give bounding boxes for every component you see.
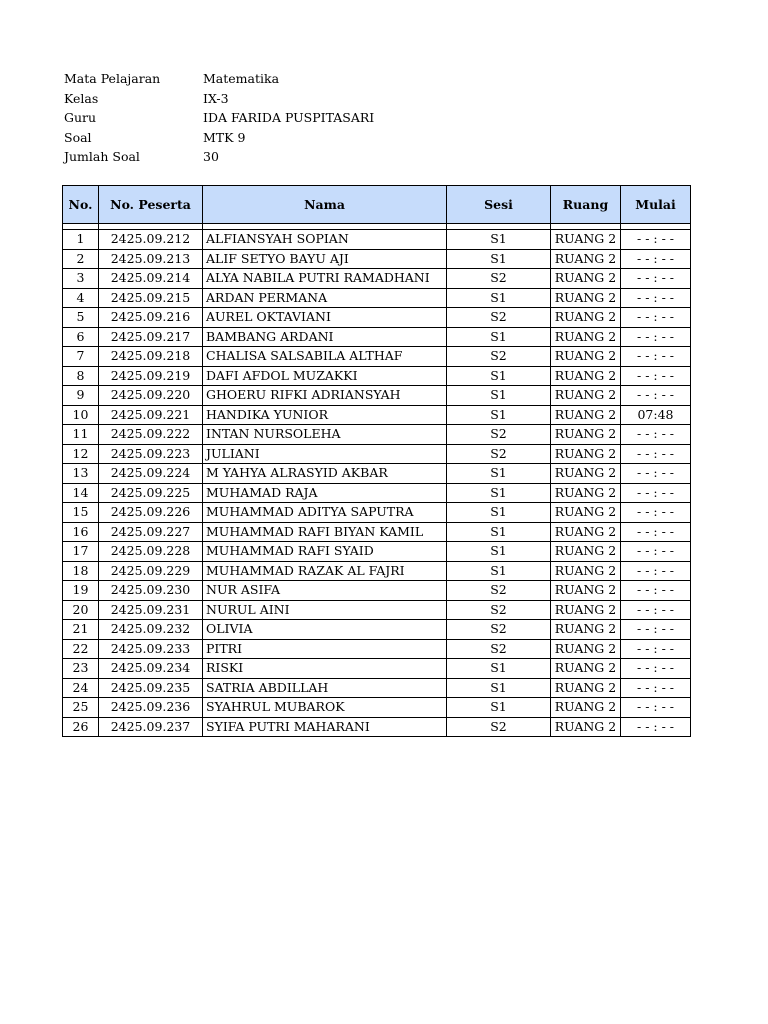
cell-participant-number: 2425.09.219 bbox=[99, 366, 203, 386]
cell-room: RUANG 2 bbox=[551, 503, 621, 523]
cell-participant-number: 2425.09.237 bbox=[99, 717, 203, 737]
cell-participant-number: 2425.09.215 bbox=[99, 288, 203, 308]
header-no: No. bbox=[63, 186, 99, 224]
cell-session: S1 bbox=[447, 464, 551, 484]
cell-name: HANDIKA YUNIOR bbox=[203, 405, 447, 425]
cell-session: S2 bbox=[447, 444, 551, 464]
cell-room: RUANG 2 bbox=[551, 347, 621, 367]
cell-session: S2 bbox=[447, 269, 551, 289]
cell-participant-number: 2425.09.232 bbox=[99, 620, 203, 640]
info-value: Matematika bbox=[203, 71, 280, 86]
cell-participant-number: 2425.09.234 bbox=[99, 659, 203, 679]
cell-no: 8 bbox=[63, 366, 99, 386]
cell-name: GHOERU RIFKI ADRIANSYAH bbox=[203, 386, 447, 406]
cell-name: M YAHYA ALRASYID AKBAR bbox=[203, 464, 447, 484]
cell-participant-number: 2425.09.231 bbox=[99, 600, 203, 620]
cell-participant-number: 2425.09.235 bbox=[99, 678, 203, 698]
cell-no: 10 bbox=[63, 405, 99, 425]
cell-room: RUANG 2 bbox=[551, 542, 621, 562]
table-row bbox=[63, 405, 691, 425]
table-row bbox=[63, 386, 691, 406]
cell-session: S2 bbox=[447, 620, 551, 640]
cell-no: 3 bbox=[63, 269, 99, 289]
cell-session: S1 bbox=[447, 503, 551, 523]
cell-participant-number: 2425.09.214 bbox=[99, 269, 203, 289]
cell-room: RUANG 2 bbox=[551, 230, 621, 250]
cell-session: S1 bbox=[447, 230, 551, 250]
table-row bbox=[63, 581, 691, 601]
info-label: Soal bbox=[64, 129, 92, 145]
info-label: Mata Pelajaran bbox=[64, 71, 161, 86]
header-name: Nama bbox=[203, 186, 447, 224]
cell-room: RUANG 2 bbox=[551, 288, 621, 308]
cell-start-time: - - : - - bbox=[621, 503, 691, 523]
cell-session: S1 bbox=[447, 698, 551, 718]
cell-name: MUHAMAD RAJA bbox=[203, 483, 447, 503]
cell-no: 21 bbox=[63, 620, 99, 640]
cell-start-time: - - : - - bbox=[621, 347, 691, 367]
table-row bbox=[63, 542, 691, 562]
cell-start-time: - - : - - bbox=[621, 444, 691, 464]
info-value: 30 bbox=[203, 149, 219, 164]
cell-participant-number: 2425.09.224 bbox=[99, 464, 203, 484]
table-row bbox=[63, 308, 691, 328]
table-row bbox=[63, 678, 691, 698]
cell-start-time: - - : - - bbox=[621, 639, 691, 659]
cell-session: S1 bbox=[447, 678, 551, 698]
cell-start-time: - - : - - bbox=[621, 542, 691, 562]
cell-name: CHALISA SALSABILA ALTHAF bbox=[203, 347, 447, 367]
participant-table bbox=[62, 185, 691, 737]
table-row bbox=[63, 561, 691, 581]
cell-start-time: - - : - - bbox=[621, 620, 691, 640]
info-label: Guru bbox=[64, 110, 97, 125]
cell-name: AUREL OKTAVIANI bbox=[203, 308, 447, 328]
cell-start-time: - - : - - bbox=[621, 717, 691, 737]
cell-start-time: 07:48 bbox=[621, 405, 691, 425]
cell-participant-number: 2425.09.233 bbox=[99, 639, 203, 659]
table-body bbox=[63, 230, 691, 737]
cell-participant-number: 2425.09.230 bbox=[99, 581, 203, 601]
cell-no: 25 bbox=[63, 698, 99, 718]
cell-start-time: - - : - - bbox=[621, 678, 691, 698]
cell-room: RUANG 2 bbox=[551, 522, 621, 542]
cell-participant-number: 2425.09.213 bbox=[99, 249, 203, 269]
cell-no: 23 bbox=[63, 659, 99, 679]
table-row bbox=[63, 717, 691, 737]
cell-session: S1 bbox=[447, 386, 551, 406]
cell-start-time: - - : - - bbox=[621, 483, 691, 503]
cell-start-time: - - : - - bbox=[621, 230, 691, 250]
cell-participant-number: 2425.09.225 bbox=[99, 483, 203, 503]
cell-no: 6 bbox=[63, 327, 99, 347]
table-header-row bbox=[63, 186, 691, 224]
table-row bbox=[63, 425, 691, 445]
cell-start-time: - - : - - bbox=[621, 659, 691, 679]
cell-start-time: - - : - - bbox=[621, 308, 691, 328]
cell-no: 20 bbox=[63, 600, 99, 620]
cell-session: S1 bbox=[447, 542, 551, 562]
info-row-question-count bbox=[64, 147, 374, 167]
cell-no: 1 bbox=[63, 230, 99, 250]
table-row bbox=[63, 230, 691, 250]
cell-start-time: - - : - - bbox=[621, 249, 691, 269]
cell-room: RUANG 2 bbox=[551, 444, 621, 464]
cell-room: RUANG 2 bbox=[551, 620, 621, 640]
header-start: Mulai bbox=[621, 186, 691, 224]
cell-name: BAMBANG ARDANI bbox=[203, 327, 447, 347]
cell-participant-number: 2425.09.223 bbox=[99, 444, 203, 464]
table-row bbox=[63, 288, 691, 308]
cell-name: ALIF SETYO BAYU AJI bbox=[203, 249, 447, 269]
cell-room: RUANG 2 bbox=[551, 269, 621, 289]
cell-room: RUANG 2 bbox=[551, 717, 621, 737]
cell-participant-number: 2425.09.221 bbox=[99, 405, 203, 425]
cell-start-time: - - : - - bbox=[621, 386, 691, 406]
cell-participant-number: 2425.09.226 bbox=[99, 503, 203, 523]
cell-room: RUANG 2 bbox=[551, 698, 621, 718]
cell-name: JULIANI bbox=[203, 444, 447, 464]
cell-no: 24 bbox=[63, 678, 99, 698]
cell-participant-number: 2425.09.227 bbox=[99, 522, 203, 542]
info-label: Jumlah Soal bbox=[64, 149, 140, 164]
cell-name: DAFI AFDOL MUZAKKI bbox=[203, 366, 447, 386]
cell-room: RUANG 2 bbox=[551, 308, 621, 328]
cell-participant-number: 2425.09.229 bbox=[99, 561, 203, 581]
cell-start-time: - - : - - bbox=[621, 698, 691, 718]
cell-no: 15 bbox=[63, 503, 99, 523]
cell-name: NUR ASIFA bbox=[203, 581, 447, 601]
cell-session: S1 bbox=[447, 483, 551, 503]
table-row bbox=[63, 249, 691, 269]
info-row-class bbox=[64, 89, 374, 109]
cell-session: S1 bbox=[447, 561, 551, 581]
cell-no: 18 bbox=[63, 561, 99, 581]
cell-start-time: - - : - - bbox=[621, 522, 691, 542]
cell-name: RISKI bbox=[203, 659, 447, 679]
cell-name: MUHAMMAD RAFI BIYAN KAMIL bbox=[203, 522, 447, 542]
cell-no: 14 bbox=[63, 483, 99, 503]
cell-no: 26 bbox=[63, 717, 99, 737]
cell-participant-number: 2425.09.216 bbox=[99, 308, 203, 328]
cell-participant-number: 2425.09.236 bbox=[99, 698, 203, 718]
cell-name: SYIFA PUTRI MAHARANI bbox=[203, 717, 447, 737]
cell-session: S2 bbox=[447, 347, 551, 367]
table-row bbox=[63, 659, 691, 679]
cell-start-time: - - : - - bbox=[621, 600, 691, 620]
cell-room: RUANG 2 bbox=[551, 464, 621, 484]
header-room: Ruang bbox=[551, 186, 621, 224]
cell-room: RUANG 2 bbox=[551, 366, 621, 386]
cell-room: RUANG 2 bbox=[551, 483, 621, 503]
info-label: Kelas bbox=[64, 90, 99, 106]
cell-session: S1 bbox=[447, 522, 551, 542]
table-row bbox=[63, 620, 691, 640]
cell-no: 7 bbox=[63, 347, 99, 367]
cell-room: RUANG 2 bbox=[551, 678, 621, 698]
cell-start-time: - - : - - bbox=[621, 366, 691, 386]
cell-room: RUANG 2 bbox=[551, 249, 621, 269]
info-row-subject bbox=[64, 69, 374, 89]
cell-session: S1 bbox=[447, 659, 551, 679]
cell-no: 11 bbox=[63, 425, 99, 445]
cell-no: 16 bbox=[63, 522, 99, 542]
cell-session: S1 bbox=[447, 288, 551, 308]
table-row bbox=[63, 366, 691, 386]
cell-session: S2 bbox=[447, 600, 551, 620]
cell-room: RUANG 2 bbox=[551, 386, 621, 406]
cell-name: INTAN NURSOLEHA bbox=[203, 425, 447, 445]
table-row bbox=[63, 600, 691, 620]
cell-name: SATRIA ABDILLAH bbox=[203, 678, 447, 698]
cell-session: S1 bbox=[447, 405, 551, 425]
table-row bbox=[63, 639, 691, 659]
cell-name: ARDAN PERMANA bbox=[203, 288, 447, 308]
cell-no: 12 bbox=[63, 444, 99, 464]
cell-start-time: - - : - - bbox=[621, 425, 691, 445]
cell-session: S1 bbox=[447, 327, 551, 347]
cell-room: RUANG 2 bbox=[551, 639, 621, 659]
cell-participant-number: 2425.09.222 bbox=[99, 425, 203, 445]
cell-no: 5 bbox=[63, 308, 99, 328]
cell-no: 22 bbox=[63, 639, 99, 659]
info-value: IX-3 bbox=[203, 90, 229, 106]
cell-participant-number: 2425.09.220 bbox=[99, 386, 203, 406]
table-row bbox=[63, 347, 691, 367]
cell-name: NURUL AINI bbox=[203, 600, 447, 620]
table-row bbox=[63, 327, 691, 347]
cell-name: PITRI bbox=[203, 639, 447, 659]
cell-participant-number: 2425.09.218 bbox=[99, 347, 203, 367]
cell-session: S2 bbox=[447, 308, 551, 328]
cell-no: 13 bbox=[63, 464, 99, 484]
cell-participant-number: 2425.09.228 bbox=[99, 542, 203, 562]
cell-no: 19 bbox=[63, 581, 99, 601]
cell-no: 9 bbox=[63, 386, 99, 406]
cell-start-time: - - : - - bbox=[621, 464, 691, 484]
cell-name: SYAHRUL MUBAROK bbox=[203, 698, 447, 718]
cell-participant-number: 2425.09.212 bbox=[99, 230, 203, 250]
cell-participant-number: 2425.09.217 bbox=[99, 327, 203, 347]
exam-info bbox=[64, 69, 374, 167]
cell-no: 17 bbox=[63, 542, 99, 562]
info-row-question-set bbox=[64, 128, 374, 148]
cell-start-time: - - : - - bbox=[621, 327, 691, 347]
header-session: Sesi bbox=[447, 186, 551, 224]
cell-name: ALFIANSYAH SOPIAN bbox=[203, 230, 447, 250]
table-row bbox=[63, 522, 691, 542]
info-value: IDA FARIDA PUSPITASARI bbox=[203, 110, 375, 125]
info-row-teacher bbox=[64, 108, 374, 128]
table-row bbox=[63, 444, 691, 464]
cell-name: MUHAMMAD RAFI SYAID bbox=[203, 542, 447, 562]
table-row bbox=[63, 483, 691, 503]
cell-no: 2 bbox=[63, 249, 99, 269]
table-row bbox=[63, 503, 691, 523]
cell-session: S2 bbox=[447, 581, 551, 601]
cell-name: MUHAMMAD ADITYA SAPUTRA bbox=[203, 503, 447, 523]
cell-room: RUANG 2 bbox=[551, 425, 621, 445]
cell-start-time: - - : - - bbox=[621, 269, 691, 289]
cell-session: S2 bbox=[447, 639, 551, 659]
cell-room: RUANG 2 bbox=[551, 561, 621, 581]
cell-name: OLIVIA bbox=[203, 620, 447, 640]
cell-room: RUANG 2 bbox=[551, 659, 621, 679]
cell-session: S2 bbox=[447, 717, 551, 737]
cell-session: S2 bbox=[447, 425, 551, 445]
cell-name: MUHAMMAD RAZAK AL FAJRI bbox=[203, 561, 447, 581]
table-row bbox=[63, 698, 691, 718]
header-participant-number: No. Peserta bbox=[99, 186, 203, 224]
cell-name: ALYA NABILA PUTRI RAMADHANI bbox=[203, 269, 447, 289]
table-row bbox=[63, 269, 691, 289]
cell-session: S1 bbox=[447, 249, 551, 269]
table-row bbox=[63, 464, 691, 484]
cell-session: S1 bbox=[447, 366, 551, 386]
cell-room: RUANG 2 bbox=[551, 405, 621, 425]
cell-start-time: - - : - - bbox=[621, 561, 691, 581]
cell-no: 4 bbox=[63, 288, 99, 308]
cell-start-time: - - : - - bbox=[621, 581, 691, 601]
info-value: MTK 9 bbox=[203, 129, 246, 145]
cell-room: RUANG 2 bbox=[551, 600, 621, 620]
cell-room: RUANG 2 bbox=[551, 327, 621, 347]
cell-start-time: - - : - - bbox=[621, 288, 691, 308]
cell-room: RUANG 2 bbox=[551, 581, 621, 601]
